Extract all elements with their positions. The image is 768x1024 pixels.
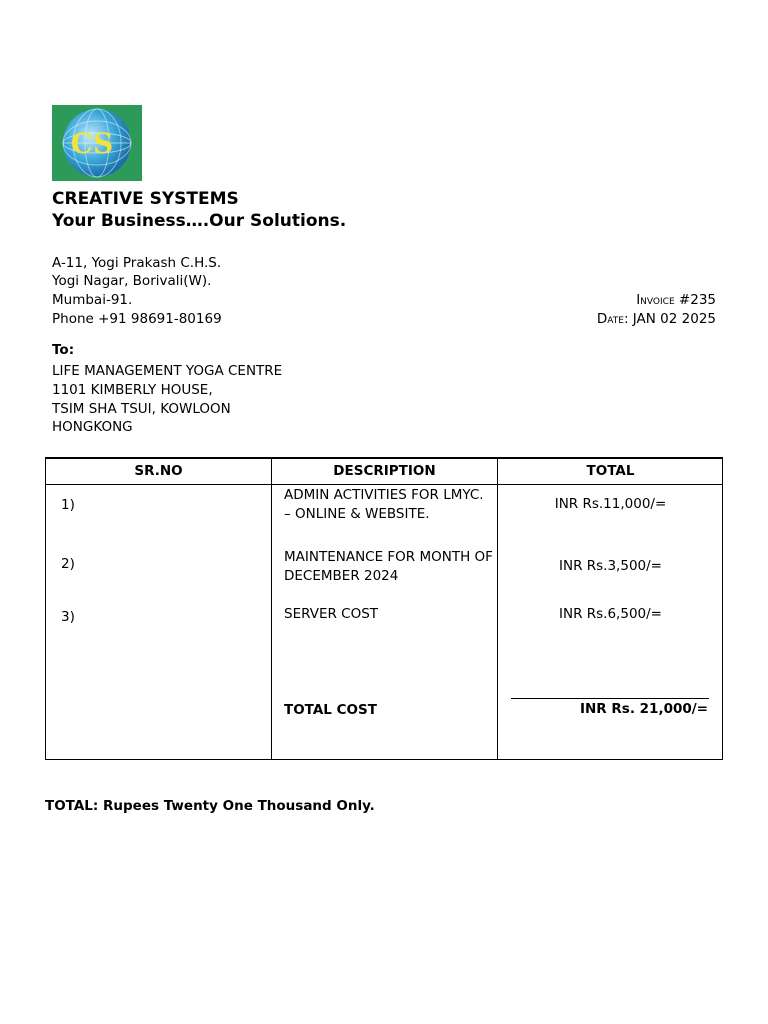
total-underline — [511, 698, 709, 699]
invoice-date-value: JAN 02 2025 — [632, 311, 716, 327]
row-1-total: INR Rs.11,000/= — [554, 496, 667, 512]
row-3-total: INR Rs.6,500/= — [559, 606, 662, 622]
invoice-date-label: Date: — [596, 311, 629, 327]
globe-logo-icon — [52, 105, 142, 181]
row-1-desc-line-2: – ONLINE & WEBSITE. — [284, 506, 430, 522]
address-line-3: Mumbai-91. — [52, 292, 133, 308]
address-line-2: Yogi Nagar, Borivali(W). — [52, 273, 212, 289]
address-line-1: A-11, Yogi Prakash C.H.S. — [52, 255, 222, 271]
row-1-sr: 1) — [61, 497, 75, 513]
invoice-number: Invoice #235 — [636, 292, 716, 308]
recipient-line-3: TSIM SHA TSUI, KOWLOON — [52, 401, 231, 417]
row-2-desc-line-2: DECEMBER 2024 — [284, 568, 399, 584]
table-column-divider — [271, 459, 272, 759]
header-description: DESCRIPTION — [333, 463, 436, 479]
recipient-line-4: HONGKONG — [52, 419, 133, 435]
company-tagline: Your Business….Our Solutions. — [52, 211, 347, 231]
table-header-divider — [46, 484, 722, 485]
invoice-table — [45, 457, 723, 760]
invoice-date — [597, 311, 716, 327]
total-in-words: TOTAL: Rupees Twenty One Thousand Only. — [45, 798, 375, 814]
row-3-sr: 3) — [61, 609, 75, 625]
company-logo — [52, 105, 142, 181]
row-2-desc-line-1: MAINTENANCE FOR MONTH OF — [284, 549, 493, 565]
company-name: CREATIVE SYSTEMS — [52, 189, 239, 209]
total-cost-label: TOTAL COST — [284, 702, 377, 718]
row-2-total: INR Rs.3,500/= — [559, 558, 662, 574]
header-total: TOTAL — [586, 463, 635, 479]
total-cost-value: INR Rs. 21,000/= — [579, 701, 708, 717]
row-2-sr: 2) — [61, 556, 75, 572]
phone-line: Phone +91 98691-80169 — [52, 311, 222, 327]
svg-text:CS: CS — [70, 127, 114, 160]
recipient-line-1: LIFE MANAGEMENT YOGA CENTRE — [52, 363, 283, 379]
recipient-line-2: 1101 KIMBERLY HOUSE, — [52, 382, 213, 398]
header-sr-no: SR.NO — [134, 463, 183, 479]
row-1-desc-line-1: ADMIN ACTIVITIES FOR LMYC. — [284, 487, 484, 503]
row-3-desc-line-1: SERVER COST — [284, 606, 379, 622]
to-label: To: — [52, 342, 75, 358]
